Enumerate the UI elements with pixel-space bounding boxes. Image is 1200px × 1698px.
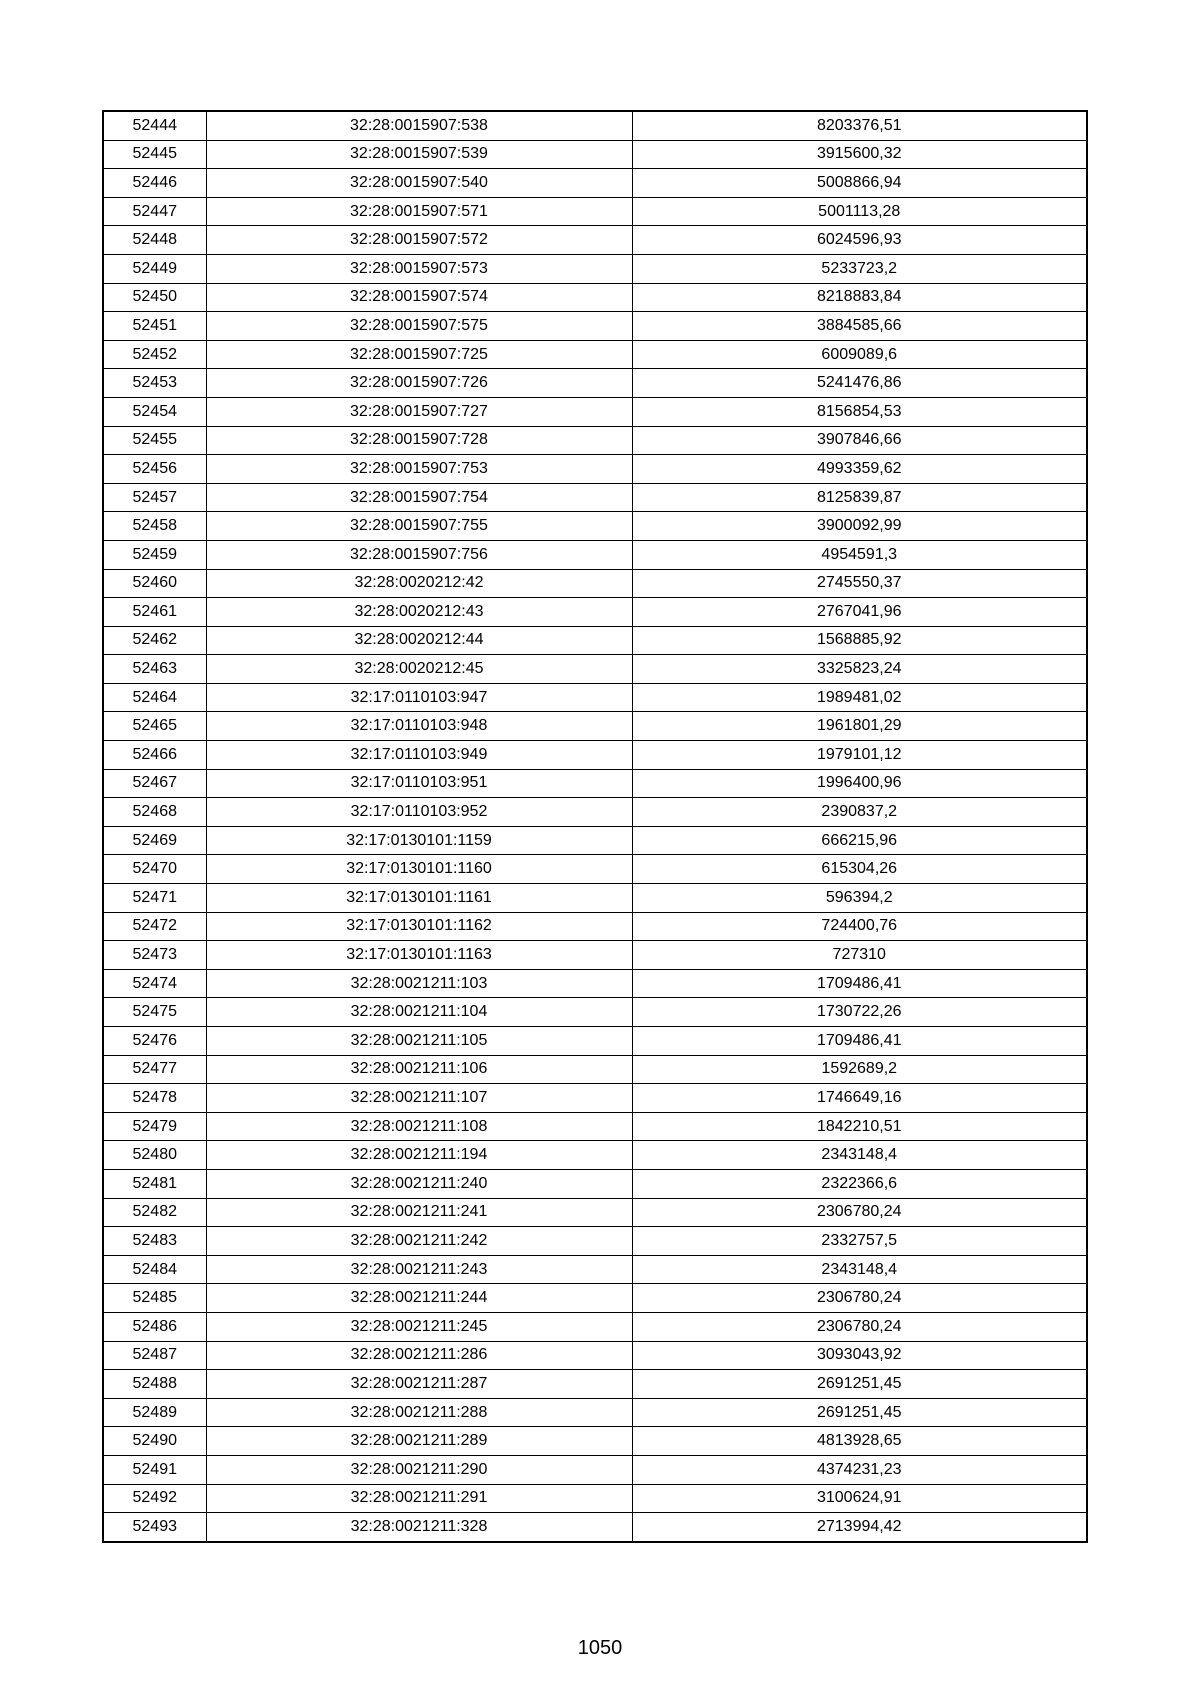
row-number-cell: 52450 xyxy=(103,283,206,312)
table-row xyxy=(103,741,1087,770)
table-row xyxy=(103,826,1087,855)
cadastral-value-cell: 2306780,24 xyxy=(632,1312,1087,1341)
cadastral-number-cell: 32:28:0021211:291 xyxy=(206,1484,632,1513)
cadastral-value-cell: 5241476,86 xyxy=(632,369,1087,398)
cadastral-number-cell: 32:28:0021211:106 xyxy=(206,1055,632,1084)
row-number-cell: 52445 xyxy=(103,140,206,169)
row-number-cell: 52486 xyxy=(103,1312,206,1341)
table-row xyxy=(103,540,1087,569)
table-row xyxy=(103,1427,1087,1456)
cadastral-number-cell: 32:28:0021211:286 xyxy=(206,1341,632,1370)
table-row xyxy=(103,769,1087,798)
cadastral-number-cell: 32:28:0021211:104 xyxy=(206,998,632,1027)
cadastral-value-cell: 1842210,51 xyxy=(632,1112,1087,1141)
table-row xyxy=(103,569,1087,598)
table-row xyxy=(103,969,1087,998)
cadastral-number-cell: 32:28:0021211:245 xyxy=(206,1312,632,1341)
cadastral-number-cell: 32:28:0015907:538 xyxy=(206,111,632,140)
row-number-cell: 52452 xyxy=(103,340,206,369)
table-row xyxy=(103,369,1087,398)
cadastral-number-cell: 32:28:0015907:573 xyxy=(206,254,632,283)
table-row xyxy=(103,1341,1087,1370)
cadastral-value-cell: 8125839,87 xyxy=(632,483,1087,512)
cadastral-number-cell: 32:28:0015907:756 xyxy=(206,540,632,569)
cadastral-number-cell: 32:17:0130101:1159 xyxy=(206,826,632,855)
cadastral-value-cell: 2745550,37 xyxy=(632,569,1087,598)
row-number-cell: 52463 xyxy=(103,655,206,684)
cadastral-number-cell: 32:28:0021211:103 xyxy=(206,969,632,998)
cadastral-value-cell: 5008866,94 xyxy=(632,169,1087,198)
row-number-cell: 52491 xyxy=(103,1455,206,1484)
row-number-cell: 52446 xyxy=(103,169,206,198)
row-number-cell: 52466 xyxy=(103,741,206,770)
cadastral-value-cell: 5233723,2 xyxy=(632,254,1087,283)
cadastral-value-cell: 8203376,51 xyxy=(632,111,1087,140)
row-number-cell: 52473 xyxy=(103,941,206,970)
cadastral-value-cell: 2713994,42 xyxy=(632,1513,1087,1542)
cadastral-number-cell: 32:28:0021211:243 xyxy=(206,1255,632,1284)
row-number-cell: 52458 xyxy=(103,512,206,541)
table-row xyxy=(103,941,1087,970)
cadastral-number-cell: 32:17:0130101:1162 xyxy=(206,912,632,941)
row-number-cell: 52468 xyxy=(103,798,206,827)
row-number-cell: 52482 xyxy=(103,1198,206,1227)
row-number-cell: 52455 xyxy=(103,426,206,455)
table-row xyxy=(103,312,1087,341)
table-row xyxy=(103,683,1087,712)
table-body xyxy=(103,111,1087,1542)
table-row xyxy=(103,512,1087,541)
table-row xyxy=(103,626,1087,655)
row-number-cell: 52484 xyxy=(103,1255,206,1284)
cadastral-value-cell: 1568885,92 xyxy=(632,626,1087,655)
row-number-cell: 52447 xyxy=(103,197,206,226)
table-row xyxy=(103,1398,1087,1427)
row-number-cell: 52465 xyxy=(103,712,206,741)
cadastral-value-cell: 6024596,93 xyxy=(632,226,1087,255)
cadastral-value-cell: 1709486,41 xyxy=(632,969,1087,998)
cadastral-value-cell: 4993359,62 xyxy=(632,455,1087,484)
page-number: 1050 xyxy=(577,1637,623,1659)
cadastral-number-cell: 32:28:0015907:574 xyxy=(206,283,632,312)
table-row xyxy=(103,483,1087,512)
cadastral-value-cell: 5001113,28 xyxy=(632,197,1087,226)
cadastral-value-cell: 8218883,84 xyxy=(632,283,1087,312)
row-number-cell: 52461 xyxy=(103,598,206,627)
row-number-cell: 52475 xyxy=(103,998,206,1027)
table-row xyxy=(103,1055,1087,1084)
table-row xyxy=(103,1169,1087,1198)
cadastral-value-cell: 615304,26 xyxy=(632,855,1087,884)
cadastral-value-cell: 4374231,23 xyxy=(632,1455,1087,1484)
row-number-cell: 52481 xyxy=(103,1169,206,1198)
cadastral-value-cell: 727310 xyxy=(632,941,1087,970)
row-number-cell: 52454 xyxy=(103,397,206,426)
row-number-cell: 52471 xyxy=(103,884,206,913)
table-row xyxy=(103,998,1087,1027)
cadastral-number-cell: 32:17:0110103:952 xyxy=(206,798,632,827)
row-number-cell: 52479 xyxy=(103,1112,206,1141)
cadastral-number-cell: 32:28:0020212:42 xyxy=(206,569,632,598)
cadastral-number-cell: 32:28:0021211:194 xyxy=(206,1141,632,1170)
row-number-cell: 52493 xyxy=(103,1513,206,1542)
table-row xyxy=(103,1312,1087,1341)
table-row xyxy=(103,598,1087,627)
row-number-cell: 52472 xyxy=(103,912,206,941)
row-number-cell: 52474 xyxy=(103,969,206,998)
cadastral-number-cell: 32:28:0015907:575 xyxy=(206,312,632,341)
cadastral-number-cell: 32:17:0110103:949 xyxy=(206,741,632,770)
row-number-cell: 52459 xyxy=(103,540,206,569)
cadastral-number-cell: 32:17:0130101:1163 xyxy=(206,941,632,970)
cadastral-value-cell: 2306780,24 xyxy=(632,1284,1087,1313)
cadastral-value-cell: 3325823,24 xyxy=(632,655,1087,684)
row-number-cell: 52469 xyxy=(103,826,206,855)
cadastral-value-cell: 2343148,4 xyxy=(632,1141,1087,1170)
cadastral-value-cell: 596394,2 xyxy=(632,884,1087,913)
row-number-cell: 52488 xyxy=(103,1370,206,1399)
table-row xyxy=(103,455,1087,484)
cadastral-number-cell: 32:28:0015907:539 xyxy=(206,140,632,169)
cadastral-number-cell: 32:28:0021211:287 xyxy=(206,1370,632,1399)
table-row xyxy=(103,655,1087,684)
table-row xyxy=(103,1455,1087,1484)
cadastral-value-cell: 1989481,02 xyxy=(632,683,1087,712)
cadastral-value-cell: 1730722,26 xyxy=(632,998,1087,1027)
table-row xyxy=(103,111,1087,140)
cadastral-number-cell: 32:17:0110103:947 xyxy=(206,683,632,712)
table-row xyxy=(103,1084,1087,1113)
cadastral-number-cell: 32:28:0021211:242 xyxy=(206,1227,632,1256)
cadastral-number-cell: 32:28:0021211:290 xyxy=(206,1455,632,1484)
cadastral-value-cell: 1979101,12 xyxy=(632,741,1087,770)
table-row xyxy=(103,798,1087,827)
table-row xyxy=(103,169,1087,198)
cadastral-value-table xyxy=(102,110,1088,1543)
table-row xyxy=(103,140,1087,169)
cadastral-value-cell: 1746649,16 xyxy=(632,1084,1087,1113)
row-number-cell: 52478 xyxy=(103,1084,206,1113)
cadastral-value-cell: 4954591,3 xyxy=(632,540,1087,569)
cadastral-value-cell: 3915600,32 xyxy=(632,140,1087,169)
cadastral-number-cell: 32:28:0020212:45 xyxy=(206,655,632,684)
table-row xyxy=(103,1141,1087,1170)
table-row xyxy=(103,1227,1087,1256)
cadastral-number-cell: 32:28:0021211:289 xyxy=(206,1427,632,1456)
cadastral-number-cell: 32:28:0015907:753 xyxy=(206,455,632,484)
table-row xyxy=(103,712,1087,741)
cadastral-number-cell: 32:28:0015907:571 xyxy=(206,197,632,226)
cadastral-value-cell: 1709486,41 xyxy=(632,1027,1087,1056)
row-number-cell: 52456 xyxy=(103,455,206,484)
table-row xyxy=(103,283,1087,312)
table-row xyxy=(103,1255,1087,1284)
table-row xyxy=(103,340,1087,369)
cadastral-value-cell: 1592689,2 xyxy=(632,1055,1087,1084)
cadastral-value-cell: 2767041,96 xyxy=(632,598,1087,627)
row-number-cell: 52460 xyxy=(103,569,206,598)
cadastral-number-cell: 32:17:0130101:1161 xyxy=(206,884,632,913)
cadastral-value-cell: 3900092,99 xyxy=(632,512,1087,541)
cadastral-value-cell: 2332757,5 xyxy=(632,1227,1087,1256)
row-number-cell: 52477 xyxy=(103,1055,206,1084)
cadastral-number-cell: 32:28:0015907:727 xyxy=(206,397,632,426)
table-row xyxy=(103,1370,1087,1399)
cadastral-number-cell: 32:28:0021211:108 xyxy=(206,1112,632,1141)
table-row xyxy=(103,426,1087,455)
row-number-cell: 52464 xyxy=(103,683,206,712)
cadastral-number-cell: 32:28:0020212:44 xyxy=(206,626,632,655)
cadastral-number-cell: 32:28:0015907:754 xyxy=(206,483,632,512)
table-row xyxy=(103,1198,1087,1227)
cadastral-value-cell: 4813928,65 xyxy=(632,1427,1087,1456)
cadastral-number-cell: 32:28:0015907:725 xyxy=(206,340,632,369)
table-row xyxy=(103,1484,1087,1513)
cadastral-value-cell: 2691251,45 xyxy=(632,1398,1087,1427)
cadastral-number-cell: 32:28:0021211:107 xyxy=(206,1084,632,1113)
row-number-cell: 52485 xyxy=(103,1284,206,1313)
cadastral-number-cell: 32:28:0015907:572 xyxy=(206,226,632,255)
cadastral-value-cell: 1996400,96 xyxy=(632,769,1087,798)
row-number-cell: 52480 xyxy=(103,1141,206,1170)
cadastral-number-cell: 32:28:0015907:540 xyxy=(206,169,632,198)
cadastral-number-cell: 32:28:0021211:241 xyxy=(206,1198,632,1227)
cadastral-number-cell: 32:28:0020212:43 xyxy=(206,598,632,627)
cadastral-value-cell: 2691251,45 xyxy=(632,1370,1087,1399)
row-number-cell: 52448 xyxy=(103,226,206,255)
table-row xyxy=(103,1284,1087,1313)
row-number-cell: 52492 xyxy=(103,1484,206,1513)
row-number-cell: 52470 xyxy=(103,855,206,884)
cadastral-value-cell: 724400,76 xyxy=(632,912,1087,941)
row-number-cell: 52453 xyxy=(103,369,206,398)
cadastral-value-cell: 3907846,66 xyxy=(632,426,1087,455)
table-row xyxy=(103,855,1087,884)
row-number-cell: 52462 xyxy=(103,626,206,655)
cadastral-number-cell: 32:17:0130101:1160 xyxy=(206,855,632,884)
table-row xyxy=(103,912,1087,941)
cadastral-number-cell: 32:28:0015907:726 xyxy=(206,369,632,398)
cadastral-number-cell: 32:28:0015907:728 xyxy=(206,426,632,455)
cadastral-number-cell: 32:28:0021211:288 xyxy=(206,1398,632,1427)
table-row xyxy=(103,197,1087,226)
table-row xyxy=(103,254,1087,283)
cadastral-number-cell: 32:17:0110103:948 xyxy=(206,712,632,741)
row-number-cell: 52487 xyxy=(103,1341,206,1370)
row-number-cell: 52467 xyxy=(103,769,206,798)
row-number-cell: 52489 xyxy=(103,1398,206,1427)
row-number-cell: 52451 xyxy=(103,312,206,341)
table-row xyxy=(103,1112,1087,1141)
row-number-cell: 52457 xyxy=(103,483,206,512)
table-row xyxy=(103,884,1087,913)
cadastral-value-cell: 2390837,2 xyxy=(632,798,1087,827)
cadastral-number-cell: 32:28:0015907:755 xyxy=(206,512,632,541)
table-row xyxy=(103,1513,1087,1542)
row-number-cell: 52490 xyxy=(103,1427,206,1456)
cadastral-number-cell: 32:17:0110103:951 xyxy=(206,769,632,798)
row-number-cell: 52444 xyxy=(103,111,206,140)
cadastral-value-cell: 3093043,92 xyxy=(632,1341,1087,1370)
cadastral-number-cell: 32:28:0021211:105 xyxy=(206,1027,632,1056)
table-row xyxy=(103,226,1087,255)
cadastral-value-cell: 8156854,53 xyxy=(632,397,1087,426)
cadastral-value-cell: 3100624,91 xyxy=(632,1484,1087,1513)
cadastral-value-cell: 6009089,6 xyxy=(632,340,1087,369)
cadastral-value-cell: 666215,96 xyxy=(632,826,1087,855)
table-row xyxy=(103,1027,1087,1056)
row-number-cell: 52449 xyxy=(103,254,206,283)
cadastral-value-cell: 2306780,24 xyxy=(632,1198,1087,1227)
table-row xyxy=(103,397,1087,426)
row-number-cell: 52476 xyxy=(103,1027,206,1056)
cadastral-value-cell: 3884585,66 xyxy=(632,312,1087,341)
cadastral-number-cell: 32:28:0021211:328 xyxy=(206,1513,632,1542)
cadastral-number-cell: 32:28:0021211:240 xyxy=(206,1169,632,1198)
row-number-cell: 52483 xyxy=(103,1227,206,1256)
cadastral-number-cell: 32:28:0021211:244 xyxy=(206,1284,632,1313)
cadastral-value-cell: 1961801,29 xyxy=(632,712,1087,741)
cadastral-value-cell: 2343148,4 xyxy=(632,1255,1087,1284)
cadastral-value-cell: 2322366,6 xyxy=(632,1169,1087,1198)
